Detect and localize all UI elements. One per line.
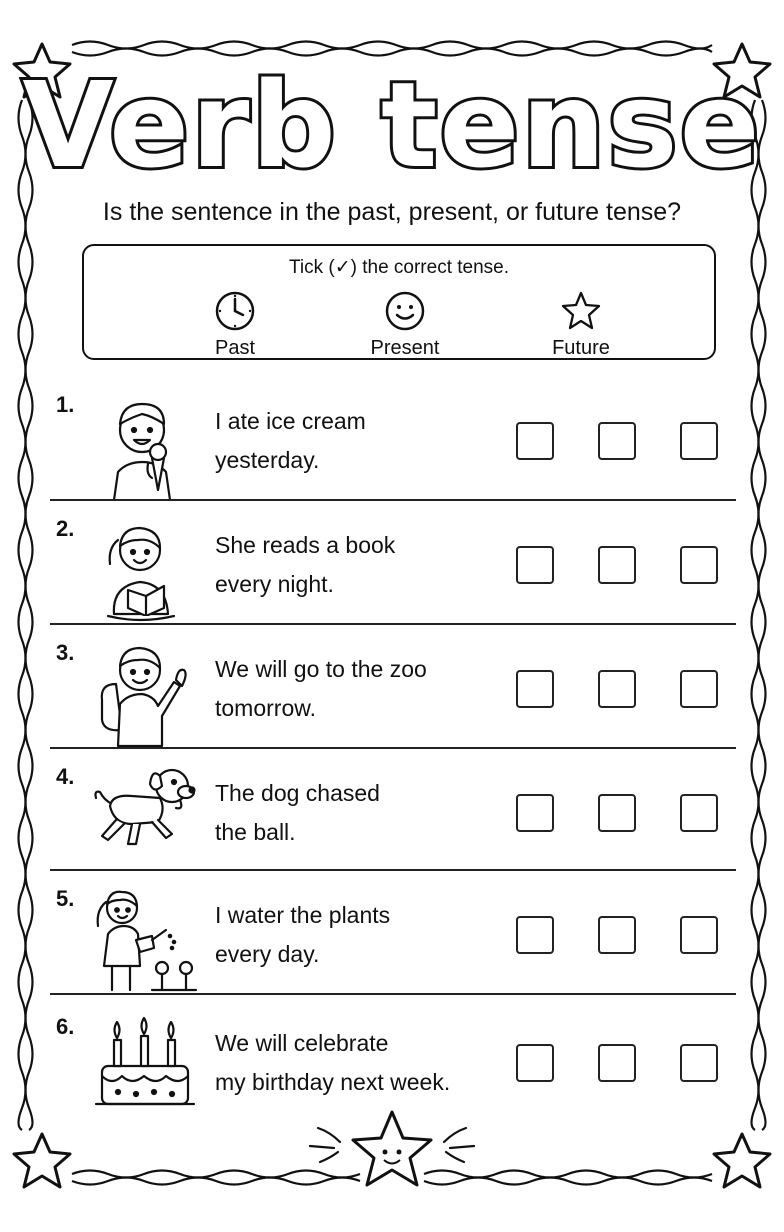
- legend-instruction: Tick (✓) the correct tense.: [288, 257, 510, 278]
- present-checkbox[interactable]: [598, 670, 636, 708]
- past-checkbox[interactable]: [516, 422, 554, 460]
- sentence-text: [215, 1024, 495, 1102]
- legend-future: [516, 290, 646, 360]
- future-checkbox[interactable]: [680, 422, 718, 460]
- future-checkbox[interactable]: [680, 1044, 718, 1082]
- sentence-text: [215, 526, 495, 604]
- corner-star-icon: [14, 1134, 70, 1187]
- birthday-cake-icon: [92, 1014, 202, 1124]
- row-divider: [50, 869, 736, 871]
- sentence-text: [215, 650, 495, 728]
- question-row-4: [52, 764, 736, 870]
- past-checkbox[interactable]: [516, 670, 554, 708]
- question-row-2: [52, 516, 736, 624]
- sentence-line: We will celebrate: [215, 1030, 389, 1056]
- future-checkbox[interactable]: [680, 916, 718, 954]
- tense-legend-box: [82, 244, 716, 360]
- past-checkbox[interactable]: [516, 546, 554, 584]
- present-checkbox[interactable]: [598, 422, 636, 460]
- question-number: 6.: [56, 1014, 75, 1039]
- girl-reading-book-icon: [92, 516, 202, 626]
- past-checkbox[interactable]: [516, 916, 554, 954]
- sentence-text: [215, 402, 495, 480]
- girl-watering-plants-icon: [92, 886, 202, 996]
- sentence-line: the ball.: [215, 819, 296, 845]
- sentence-text: [215, 774, 495, 852]
- sentence-line: every night.: [215, 571, 334, 597]
- legend-label-present: Present: [370, 337, 440, 359]
- row-divider: [50, 993, 736, 995]
- row-divider: [50, 747, 736, 749]
- smiling-star-icon: [310, 1112, 474, 1185]
- past-checkbox[interactable]: [516, 1044, 554, 1082]
- question-row-6: [52, 1014, 736, 1114]
- question-number: 5.: [56, 886, 75, 911]
- question-number: 4.: [56, 764, 75, 789]
- boy-eating-ice-cream-icon: [92, 392, 202, 502]
- question-number: 1.: [56, 392, 75, 417]
- question-text: Is the sentence in the past, present, or future tense?: [102, 198, 682, 226]
- question-row-5: [52, 886, 736, 994]
- sentence-line: The dog chased: [215, 780, 380, 806]
- sentence-line: I water the plants: [215, 902, 391, 928]
- sentence-line: We will go to the zoo: [215, 656, 427, 682]
- present-checkbox[interactable]: [598, 1044, 636, 1082]
- clock-icon: [214, 290, 256, 332]
- sentence-line: every day.: [215, 941, 320, 967]
- sentence-text: [215, 896, 495, 974]
- sentence-line: tomorrow.: [215, 695, 316, 721]
- boy-waving-backpack-icon: [92, 640, 202, 750]
- future-checkbox[interactable]: [680, 546, 718, 584]
- question-row-1: [52, 392, 736, 500]
- legend-label-past: Past: [214, 337, 256, 359]
- legend-past: [170, 290, 300, 360]
- running-dog-icon: [92, 764, 202, 874]
- question-number: 2.: [56, 516, 75, 541]
- legend-present: [340, 290, 470, 360]
- sentence-line: I ate ice cream: [215, 408, 366, 434]
- present-checkbox[interactable]: [598, 794, 636, 832]
- future-checkbox[interactable]: [680, 794, 718, 832]
- question-number: 3.: [56, 640, 75, 665]
- question-row-3: [52, 640, 736, 748]
- legend-label-future: Future: [552, 337, 610, 359]
- sentence-line: my birthday next week.: [215, 1069, 451, 1095]
- row-divider: [50, 623, 736, 625]
- corner-star-icon: [714, 1134, 770, 1187]
- future-checkbox[interactable]: [680, 670, 718, 708]
- present-checkbox[interactable]: [598, 546, 636, 584]
- sentence-line: She reads a book: [215, 532, 396, 558]
- sentence-line: yesterday.: [215, 447, 320, 473]
- smiley-icon: [384, 290, 426, 332]
- page-title: Verb tense: [22, 56, 762, 194]
- star-icon: [560, 290, 602, 332]
- row-divider: [50, 499, 736, 501]
- present-checkbox[interactable]: [598, 916, 636, 954]
- past-checkbox[interactable]: [516, 794, 554, 832]
